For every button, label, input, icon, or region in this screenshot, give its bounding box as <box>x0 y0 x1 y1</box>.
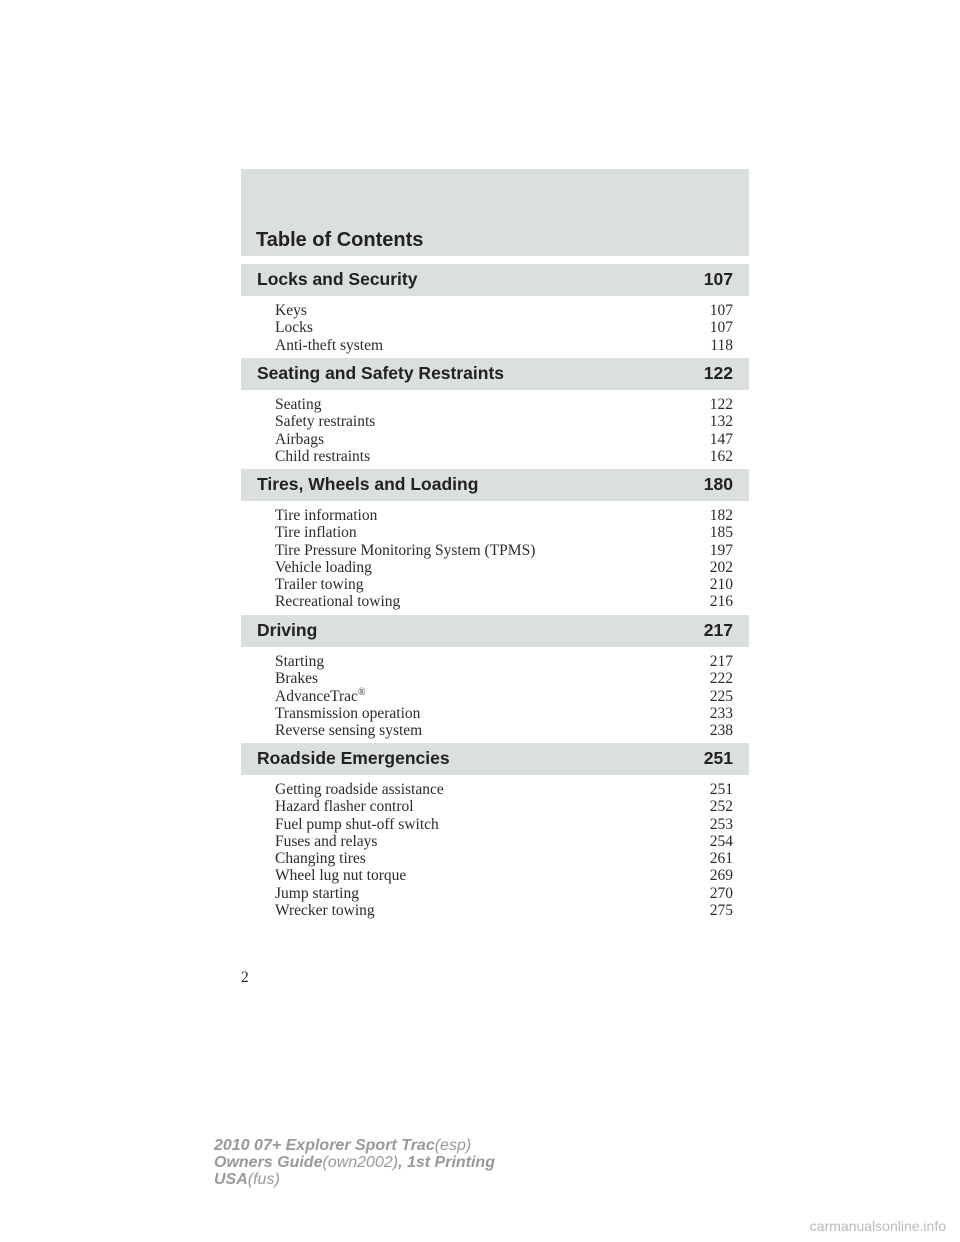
entry-title: Seating <box>275 396 322 413</box>
toc-entry[interactable] <box>275 448 733 465</box>
toc-entry[interactable] <box>275 413 733 430</box>
section-header-driving[interactable] <box>241 615 749 647</box>
section-entries <box>275 507 733 611</box>
entry-title: Tire Pressure Monitoring System (TPMS) <box>275 541 536 559</box>
toc-entry[interactable] <box>275 593 733 610</box>
toc-entry[interactable] <box>275 850 733 867</box>
watermark: carmanualsonline.info <box>809 1218 946 1234</box>
toc-entry[interactable] <box>275 722 733 739</box>
footer-guide-code: (own2002) <box>322 1154 399 1171</box>
toc-entry[interactable] <box>275 670 733 687</box>
toc-entry[interactable] <box>275 688 733 705</box>
registered-mark: ® <box>357 686 366 698</box>
entry-title: Safety restraints <box>275 413 376 431</box>
section-header-tires-wheels-and-loading[interactable] <box>241 469 749 501</box>
entry-title: Hazard flasher control <box>275 798 414 816</box>
entry-title: Brakes <box>275 670 319 688</box>
entry-page: 217 <box>709 653 733 670</box>
section-page: 107 <box>703 269 733 289</box>
entry-page: 275 <box>709 902 733 920</box>
toc-entry[interactable] <box>275 507 733 524</box>
section-title: Locks and Security <box>257 269 418 289</box>
entry-title: Airbags <box>275 430 325 448</box>
toc-entry[interactable] <box>275 781 733 798</box>
document-footer <box>214 1137 495 1188</box>
section-title: Tires, Wheels and Loading <box>257 474 479 494</box>
footer-printing: , 1st Printing <box>398 1154 495 1171</box>
footer-market: USA <box>214 1171 248 1188</box>
section-title: Roadside Emergencies <box>257 748 450 768</box>
entry-title: Vehicle loading <box>275 558 372 576</box>
entry-page: 233 <box>709 704 733 722</box>
entry-title: Getting roadside assistance <box>275 781 444 798</box>
entry-page: 182 <box>709 507 733 524</box>
entry-page: 132 <box>709 413 733 431</box>
section-entries <box>275 302 733 354</box>
toc-entry[interactable] <box>275 816 733 833</box>
entry-page: 185 <box>709 524 733 542</box>
entry-title: Tire inflation <box>275 524 357 542</box>
toc-entry[interactable] <box>275 576 733 593</box>
section-title: Seating and Safety Restraints <box>257 363 505 383</box>
footer-vehicle: 2010 07+ Explorer Sport Trac <box>214 1137 435 1154</box>
footer-line-3 <box>214 1171 495 1188</box>
toc-entry[interactable] <box>275 431 733 448</box>
entry-title: Fuel pump shut-off switch <box>275 815 439 833</box>
toc-entry[interactable] <box>275 867 733 884</box>
entry-title: Locks <box>275 319 313 337</box>
entry-page: 210 <box>709 576 733 594</box>
toc-header <box>241 169 749 256</box>
entry-page: 222 <box>709 670 733 688</box>
section-page: 122 <box>703 363 733 383</box>
footer-guide: Owners Guide <box>214 1154 323 1171</box>
toc-entry[interactable] <box>275 542 733 559</box>
entry-title: Transmission operation <box>275 704 421 722</box>
footer-vehicle-code: (esp) <box>434 1137 472 1154</box>
section-title: Driving <box>257 620 318 640</box>
toc-entry[interactable] <box>275 705 733 722</box>
section-header-roadside-emergencies[interactable] <box>241 743 749 775</box>
toc-entry[interactable] <box>275 885 733 902</box>
section-header-locks-and-security[interactable] <box>241 264 749 296</box>
entry-title: Fuses and relays <box>275 832 378 850</box>
entry-page: 270 <box>709 884 733 902</box>
toc-entry[interactable] <box>275 302 733 319</box>
entry-page: 253 <box>709 815 733 833</box>
entry-page: 269 <box>709 867 733 885</box>
entry-title: Child restraints <box>275 447 371 465</box>
entry-title: Trailer towing <box>275 576 364 594</box>
toc-entry[interactable] <box>275 319 733 336</box>
section-page: 251 <box>703 748 733 768</box>
section-page: 217 <box>703 620 733 640</box>
entry-page: 107 <box>709 302 733 319</box>
entry-page: 251 <box>709 781 733 798</box>
entry-page: 252 <box>709 798 733 816</box>
entry-page: 261 <box>709 850 733 868</box>
toc-entry[interactable] <box>275 798 733 815</box>
entry-title: Jump starting <box>275 884 359 902</box>
toc-entry[interactable] <box>275 337 733 354</box>
toc-entry[interactable] <box>275 559 733 576</box>
toc-entry[interactable] <box>275 524 733 541</box>
entry-page: 118 <box>710 336 733 354</box>
toc-entry[interactable] <box>275 833 733 850</box>
entry-title: Changing tires <box>275 850 366 868</box>
entry-title: Wheel lug nut torque <box>275 867 407 885</box>
entry-title: Wrecker towing <box>275 902 375 920</box>
entry-page: 225 <box>709 687 733 705</box>
toc-entry[interactable] <box>275 396 733 413</box>
footer-market-code: (fus) <box>247 1171 280 1188</box>
entry-page: 197 <box>709 541 733 559</box>
entry-title: Anti-theft system <box>275 336 384 354</box>
entry-page: 107 <box>709 319 733 337</box>
entry-title: Keys <box>275 302 307 319</box>
section-entries <box>275 396 733 465</box>
entry-page: 162 <box>709 447 733 465</box>
entry-page: 254 <box>709 832 733 850</box>
page-title: Table of Contents <box>256 229 424 251</box>
entry-page: 202 <box>709 558 733 576</box>
section-entries <box>275 653 733 739</box>
entry-title: Tire information <box>275 507 378 524</box>
entry-page: 147 <box>709 430 733 448</box>
section-page: 180 <box>703 474 733 494</box>
entry-title: Recreational towing <box>275 593 401 611</box>
section-header-seating-and-safety-restraints[interactable] <box>241 358 749 390</box>
entry-page: 216 <box>709 593 733 611</box>
entry-page: 238 <box>709 722 733 740</box>
entry-title: AdvanceTrac <box>275 687 358 705</box>
toc-entry[interactable] <box>275 902 733 919</box>
footer-line-2 <box>214 1154 495 1171</box>
entry-page: 122 <box>709 396 733 413</box>
footer-line-1 <box>214 1137 495 1154</box>
entry-title-wrap <box>275 688 366 705</box>
toc-entry[interactable] <box>275 653 733 670</box>
page-number: 2 <box>241 969 249 986</box>
entry-title: Reverse sensing system <box>275 722 423 740</box>
entry-title: Starting <box>275 653 325 670</box>
section-entries <box>275 781 733 919</box>
